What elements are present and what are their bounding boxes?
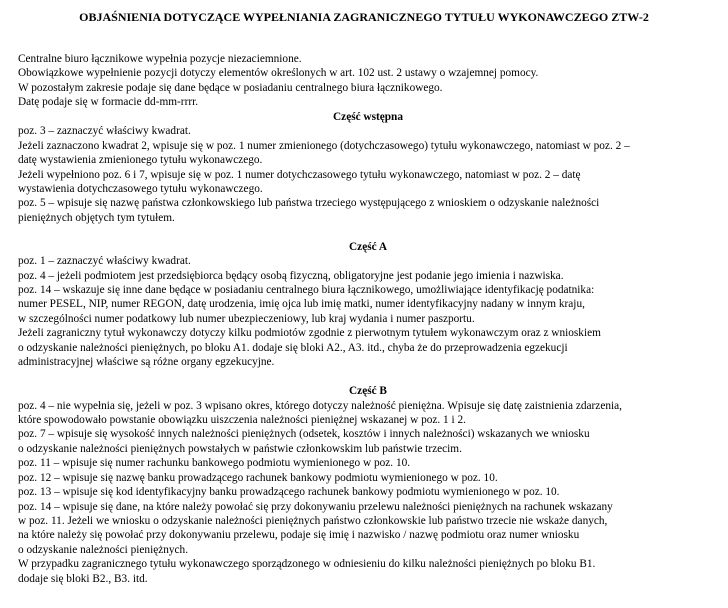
section-wstepna (18, 110, 718, 226)
section-line: o odzyskanie należności pieniężnych. (18, 543, 189, 556)
section-line: w poz. 11. Jeżeli we wniosku o odzyskanie należności pieniężnych państwo członkowskie lub państwo trzecie nie wskaże danych, (18, 515, 608, 527)
document-body (18, 52, 718, 586)
section-line: o odzyskanie należności pieniężnych powstałych w państwie członkowskim lub państwie trzecim. (18, 442, 462, 455)
section-heading: Część B (349, 385, 387, 398)
intro-line: Obowiązkowe wypełnienie pozycji dotyczy elementów określonych w art. 102 ust. 2 ustawy o wzajemnej pomocy. (18, 67, 539, 80)
section-line: poz. 7 – wpisuje się wysokość innych należności pieniężnych (odsetek, kosztów i innych należności) wskazanych we wniosku (18, 428, 590, 441)
section-line: poz. 1 – zaznaczyć właściwy kwadrat. (18, 255, 191, 268)
section-line: poz. 11 – wpisuje się numer rachunku bankowego podmiotu wymienionego w poz. 10. (18, 457, 411, 470)
section-line: o odzyskanie należności pieniężnych, po bloku A1. dodaje się bloki A2., A3. itd., chyba że do przeprowadzenia egzekucji (18, 341, 568, 354)
section-b (18, 384, 718, 586)
intro-line: Datę podaje się w formacie dd-mm-rrrr. (18, 96, 199, 109)
section-heading: Część wstępna (333, 110, 403, 123)
section-line: numer PESEL, NIP, numer REGON, datę urodzenia, imię ojca lub imię matki, numer identyfikacyjny nadany w innym kraju, (18, 298, 585, 311)
section-heading: Część A (349, 240, 387, 253)
section-line: Jeżeli wypełniono poz. 6 i 7, wpisuje się w poz. 1 numer dotychczasowego tytułu wykonawczego, natomiast w poz. 2 – datę (18, 168, 581, 181)
intro-line: Centralne biuro łącznikowe wypełnia pozycje niezaciemnione. (18, 53, 302, 65)
section-line: poz. 14 – wpisuje się dane, na które należy powołać się przy dokonywaniu przelewu należności pieniężnych na rachunek wskazany (18, 500, 613, 513)
section-line: datę wystawienia zmienionego tytułu wykonawczego. (18, 154, 263, 167)
section-line: wystawienia dotychczasowego tytułu wykonawczego. (18, 182, 263, 195)
section-line: Jeżeli zagraniczny tytuł wykonawczy dotyczy kilku podmiotów zgodnie z pierwotnym tytułem wykonawczym oraz z wnioskiem (18, 327, 601, 340)
section-line: pieniężnych objętych tym tytułem. (18, 211, 175, 224)
section-line: poz. 3 – zaznaczyć właściwy kwadrat. (18, 125, 191, 138)
section-line: w szczególności numer podatkowy lub numer ubezpieczeniowy, lub kraj wydania i numer paszportu. (18, 312, 475, 325)
section-line: administracyjnej właściwe są różne organy egzekucyjne. (18, 356, 275, 369)
section-line: dodaje się bloki B2., B3. itd. (18, 572, 148, 585)
section-line: które spowodowało powstanie obowiązku uiszczenia należności pieniężnej wskazanej w poz. 1 i 2. (18, 413, 466, 426)
intro-line: W pozostałym zakresie podaje się dane będące w posiadaniu centralnego biura łącznikowego. (18, 81, 443, 94)
document-title: OBJAŚNIENIA DOTYCZĄCE WYPEŁNIANIA ZAGRANICZNEGO TYTUŁU WYKONAWCZEGO ZTW-2 (79, 10, 649, 24)
section-line: poz. 4 – jeżeli podmiotem jest przedsiębiorca będący osobą fizyczną, obligatoryjne jest podanie jego imienia i nazwiska. (18, 269, 564, 282)
section-line: poz. 13 – wpisuje się kod identyfikacyjny banku prowadzącego rachunek bankowy podmiotu wymienionego w poz. 10. (18, 486, 560, 499)
section-line: poz. 14 – wskazuje się inne dane będące w posiadaniu centralnego biura łącznikowego, umożliwiające identyfikację podatnika: (18, 284, 595, 296)
section-spacer (18, 225, 718, 239)
section-line: na które należy się powołać przy dokonywaniu przelewu, podaje się imię i nazwisko / nazwę podmiotu oraz numer wniosku (18, 529, 580, 542)
section-line: poz. 5 – wpisuje się nazwę państwa członkowskiego lub państwa trzeciego występującego z wnioskiem o odzyskanie należności (18, 197, 600, 210)
section-line: poz. 4 – nie wypełnia się, jeżeli w poz. 3 wpisano okres, którego dotyczy należność pieniężna. Wpisuje się datę zaistnienia zdarzenia, (18, 399, 622, 412)
section-a (18, 240, 718, 370)
intro-block (18, 52, 718, 110)
section-spacer (18, 370, 718, 384)
section-line: poz. 12 – wpisuje się nazwę banku prowadzącego rachunek bankowy podmiotu wymienionego w poz. 10. (18, 471, 498, 484)
section-line: Jeżeli zaznaczono kwadrat 2, wpisuje się w poz. 1 numer zmienionego (dotychczasowego) tytułu wykonawczego, natomiast w poz. 2 – (18, 139, 630, 152)
section-line: W przypadku zagranicznego tytułu wykonawczego sporządzonego w odniesieniu do kilku należności pieniężnych po bloku B1. (18, 558, 596, 571)
